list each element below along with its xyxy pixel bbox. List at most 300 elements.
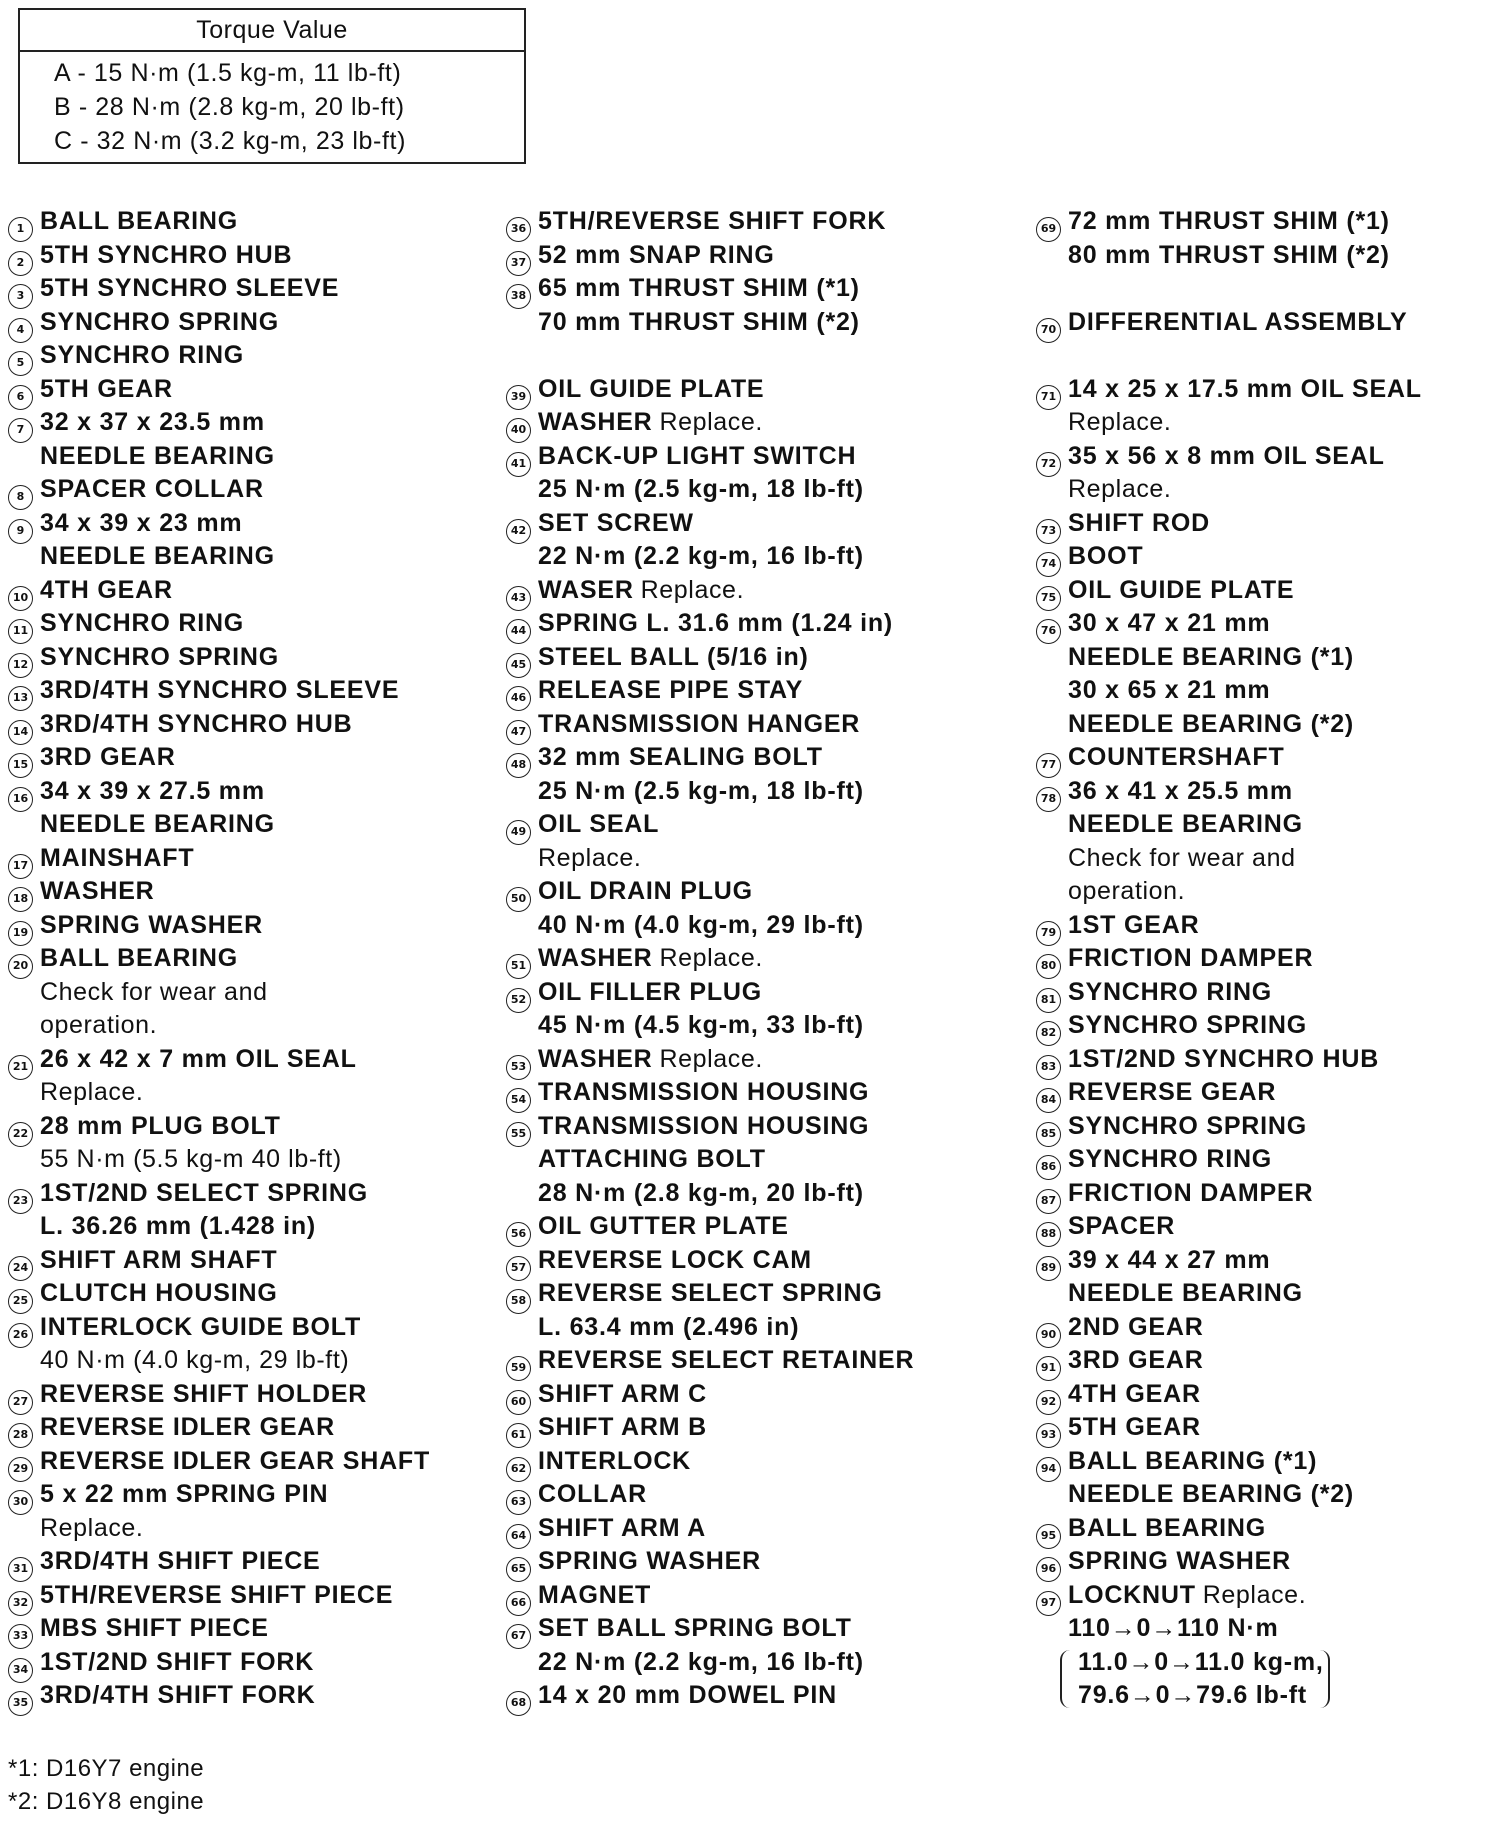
part-name: DIFFERENTIAL ASSEMBLY xyxy=(1068,307,1408,336)
callout-number: 83 xyxy=(1036,1055,1061,1080)
part-line xyxy=(8,1478,430,1512)
part-line xyxy=(8,1244,430,1278)
part-subline xyxy=(506,1143,914,1177)
part-name: NEEDLE BEARING xyxy=(40,810,275,838)
part-name: 39 x 44 x 27 mm xyxy=(1068,1245,1271,1274)
part-item-51 xyxy=(506,942,914,976)
callout-number: 11 xyxy=(8,619,33,644)
part-line xyxy=(1036,540,1422,574)
callout-number: 87 xyxy=(1036,1189,1061,1214)
callout-number: 51 xyxy=(506,954,531,979)
part-name: 5TH SYNCHRO HUB xyxy=(40,240,293,269)
part-item-62 xyxy=(506,1445,914,1479)
part-item-56 xyxy=(506,1210,914,1244)
part-line xyxy=(8,1579,430,1613)
part-name: OIL GUIDE PLATE xyxy=(538,374,765,403)
part-name: REVERSE IDLER GEAR SHAFT xyxy=(40,1446,431,1475)
part-note: Replace. xyxy=(538,843,642,872)
part-line xyxy=(506,1378,914,1412)
callout-number: 80 xyxy=(1036,954,1061,979)
callout-number: 66 xyxy=(506,1591,531,1616)
part-item-59 xyxy=(506,1344,914,1378)
callout-number: 4 xyxy=(8,318,33,343)
part-line xyxy=(506,808,914,842)
part-note: Replace. xyxy=(659,1044,763,1073)
part-item-36 xyxy=(506,205,914,239)
callout-number: 53 xyxy=(506,1055,531,1080)
callout-number: 57 xyxy=(506,1256,531,1281)
part-name: COLLAR xyxy=(538,1480,647,1508)
part-name: SHIFT ROD xyxy=(1068,508,1210,537)
part-item-2 xyxy=(8,239,430,273)
part-line xyxy=(506,1344,914,1378)
part-line xyxy=(8,741,430,775)
part-name: COUNTERSHAFT xyxy=(1068,743,1285,771)
part-item-49 xyxy=(506,808,914,875)
callout-number: 62 xyxy=(506,1457,531,1482)
part-line xyxy=(8,1612,430,1646)
callout-number: 59 xyxy=(506,1356,531,1381)
part-name: 25 N·m (2.5 kg-m, 18 lb-ft) xyxy=(538,475,864,503)
part-item-26 xyxy=(8,1311,430,1378)
callout-number: 68 xyxy=(506,1691,531,1716)
callout-number: 2 xyxy=(8,251,33,276)
part-name: OIL GUIDE PLATE xyxy=(1068,575,1295,604)
part-line xyxy=(8,641,430,675)
part-line xyxy=(1036,440,1422,474)
part-item-18 xyxy=(8,875,430,909)
part-line xyxy=(1036,909,1422,943)
part-name: 36 x 41 x 25.5 mm xyxy=(1068,776,1293,805)
callout-number: 55 xyxy=(506,1122,531,1147)
part-item-80 xyxy=(1036,942,1422,976)
part-name: FRICTION DAMPER xyxy=(1068,944,1314,972)
part-name: WASHER xyxy=(538,944,653,972)
part-name: NEEDLE BEARING xyxy=(40,441,275,470)
part-item-28 xyxy=(8,1411,430,1445)
part-item-6 xyxy=(8,373,430,407)
part-name: SYNCHRO SPRING xyxy=(1068,1111,1308,1140)
part-subline xyxy=(1036,808,1422,842)
callout-number: 22 xyxy=(8,1122,33,1147)
part-item-92 xyxy=(1036,1378,1422,1412)
callout-number: 60 xyxy=(506,1390,531,1415)
part-note: Replace. xyxy=(1068,408,1172,436)
part-line xyxy=(1036,507,1422,541)
part-subline xyxy=(1036,708,1422,742)
part-line xyxy=(506,741,914,775)
part-name: 1ST/2ND SHIFT FORK xyxy=(40,1647,315,1676)
callout-number: 7 xyxy=(8,418,33,443)
part-subline xyxy=(1036,674,1422,708)
part-name: OIL DRAIN PLUG xyxy=(538,877,753,905)
part-name: MBS SHIFT PIECE xyxy=(40,1614,269,1642)
part-subline xyxy=(506,1177,914,1211)
part-item-11 xyxy=(8,607,430,641)
part-item-17 xyxy=(8,842,430,876)
part-item-93 xyxy=(1036,1411,1422,1445)
part-item-44 xyxy=(506,607,914,641)
spacer xyxy=(1036,339,1422,373)
part-name: 3RD/4TH SYNCHRO HUB xyxy=(40,709,353,738)
callout-number: 75 xyxy=(1036,586,1061,611)
callout-number: 86 xyxy=(1036,1155,1061,1180)
part-name: 28 mm PLUG BOLT xyxy=(40,1111,281,1140)
part-name: 4TH GEAR xyxy=(1068,1379,1201,1408)
part-item-7 xyxy=(8,406,430,473)
part-name: 35 x 56 x 8 mm OIL SEAL xyxy=(1068,441,1385,470)
part-line xyxy=(506,1210,914,1244)
part-subline xyxy=(506,1646,914,1680)
callout-number: 85 xyxy=(1036,1122,1061,1147)
callout-number: 61 xyxy=(506,1423,531,1448)
part-line xyxy=(8,306,430,340)
part-name: 5TH GEAR xyxy=(1068,1413,1201,1441)
part-line xyxy=(506,1445,914,1479)
callout-number: 32 xyxy=(8,1591,33,1616)
part-name: 22 N·m (2.2 kg-m, 16 lb-ft) xyxy=(538,1647,864,1676)
callout-number: 41 xyxy=(506,452,531,477)
callout-number: 40 xyxy=(506,418,531,443)
part-note: Replace. xyxy=(40,1078,144,1106)
part-line xyxy=(506,708,914,742)
part-name: SHIFT ARM B xyxy=(538,1413,707,1441)
part-name: INTERLOCK GUIDE BOLT xyxy=(40,1312,362,1341)
part-line xyxy=(1036,1009,1422,1043)
part-subline xyxy=(1036,1478,1422,1512)
part-line xyxy=(8,1110,430,1144)
part-line xyxy=(8,373,430,407)
callout-number: 47 xyxy=(506,720,531,745)
part-line xyxy=(506,1076,914,1110)
part-name: BALL BEARING xyxy=(1068,1513,1267,1542)
callout-number: 18 xyxy=(8,887,33,912)
part-note: Replace. xyxy=(659,944,763,972)
part-name: 4TH GEAR xyxy=(40,575,173,604)
part-name: FRICTION DAMPER xyxy=(1068,1178,1314,1207)
part-item-71 xyxy=(1036,373,1422,440)
part-line xyxy=(506,1478,914,1512)
part-item-53 xyxy=(506,1043,914,1077)
part-note: operation. xyxy=(40,1011,158,1039)
parts-column-3 xyxy=(1036,205,1422,1713)
part-line xyxy=(506,406,914,440)
part-name: NEEDLE BEARING xyxy=(40,542,275,570)
part-item-10 xyxy=(8,574,430,608)
part-name: OIL SEAL xyxy=(538,810,660,838)
part-name: SPACER COLLAR xyxy=(40,475,264,503)
part-name: MAGNET xyxy=(538,1580,652,1609)
part-line xyxy=(1036,1579,1422,1613)
part-line xyxy=(1036,205,1422,239)
part-line xyxy=(8,607,430,641)
spacer xyxy=(506,339,914,373)
callout-number: 74 xyxy=(1036,552,1061,577)
part-name: NEEDLE BEARING xyxy=(1068,810,1303,838)
part-name: TRANSMISSION HOUSING xyxy=(538,1078,870,1106)
part-name: 80 mm THRUST SHIM (*2) xyxy=(1068,240,1390,269)
part-item-47 xyxy=(506,708,914,742)
part-subline xyxy=(8,440,430,474)
part-note: operation. xyxy=(1068,877,1186,905)
callout-number: 36 xyxy=(506,217,531,242)
part-line xyxy=(8,708,430,742)
footnotes xyxy=(8,1752,204,1818)
part-item-38 xyxy=(506,272,914,339)
callout-number: 12 xyxy=(8,653,33,678)
part-line xyxy=(506,1679,914,1713)
part-line xyxy=(1036,1311,1422,1345)
part-name: INTERLOCK xyxy=(538,1446,692,1475)
part-item-9 xyxy=(8,507,430,574)
callout-number: 82 xyxy=(1036,1021,1061,1046)
part-item-22 xyxy=(8,1110,430,1177)
part-line xyxy=(1036,306,1422,340)
part-name: 52 mm SNAP RING xyxy=(538,240,775,269)
part-line xyxy=(8,1411,430,1445)
part-name: 5TH/REVERSE SHIFT FORK xyxy=(538,207,887,235)
callout-number: 72 xyxy=(1036,452,1061,477)
callout-number: 1 xyxy=(8,217,33,242)
part-name: SET SCREW xyxy=(538,508,694,537)
part-item-5 xyxy=(8,339,430,373)
callout-number: 24 xyxy=(8,1256,33,1281)
part-line xyxy=(506,607,914,641)
callout-number: 31 xyxy=(8,1557,33,1582)
part-item-87 xyxy=(1036,1177,1422,1211)
part-name: TRANSMISSION HANGER xyxy=(538,709,861,738)
part-item-42 xyxy=(506,507,914,574)
part-item-48 xyxy=(506,741,914,808)
part-line xyxy=(1036,1043,1422,1077)
part-item-16 xyxy=(8,775,430,842)
part-item-83 xyxy=(1036,1043,1422,1077)
part-name: 32 mm SEALING BOLT xyxy=(538,743,823,771)
part-line xyxy=(1036,942,1422,976)
part-item-78 xyxy=(1036,775,1422,909)
part-name: 34 x 39 x 27.5 mm xyxy=(40,776,265,805)
part-item-64 xyxy=(506,1512,914,1546)
part-name: SYNCHRO SPRING xyxy=(40,642,280,671)
part-line xyxy=(8,775,430,809)
part-line xyxy=(8,1378,430,1412)
part-name: WASHER xyxy=(538,1044,653,1073)
part-item-70 xyxy=(1036,306,1422,340)
callout-number: 56 xyxy=(506,1222,531,1247)
part-line xyxy=(506,574,914,608)
part-line xyxy=(506,1579,914,1613)
callout-number: 92 xyxy=(1036,1390,1061,1415)
callout-number: 33 xyxy=(8,1624,33,1649)
callout-number: 21 xyxy=(8,1055,33,1080)
part-line xyxy=(8,1311,430,1345)
part-name: LOCKNUT xyxy=(1068,1580,1196,1609)
callout-number: 76 xyxy=(1036,619,1061,644)
part-item-77 xyxy=(1036,741,1422,775)
part-name: MAINSHAFT xyxy=(40,843,195,872)
part-note: Replace. xyxy=(40,1513,144,1542)
part-line xyxy=(8,1445,430,1479)
part-name: REVERSE SHIFT HOLDER xyxy=(40,1379,368,1408)
part-name: SHIFT ARM C xyxy=(538,1379,707,1408)
callout-number: 43 xyxy=(506,586,531,611)
part-line xyxy=(8,1545,430,1579)
part-item-54 xyxy=(506,1076,914,1110)
part-item-88 xyxy=(1036,1210,1422,1244)
part-name: NEEDLE BEARING (*1) xyxy=(1068,642,1355,671)
part-item-20 xyxy=(8,942,430,1043)
part-item-90 xyxy=(1036,1311,1422,1345)
callout-number: 79 xyxy=(1036,921,1061,946)
part-name: SYNCHRO RING xyxy=(1068,977,1273,1006)
part-item-29 xyxy=(8,1445,430,1479)
part-item-58 xyxy=(506,1277,914,1344)
part-item-73 xyxy=(1036,507,1422,541)
part-name: SYNCHRO RING xyxy=(40,609,245,637)
part-name: 1ST GEAR xyxy=(1068,910,1200,939)
part-item-40 xyxy=(506,406,914,440)
callout-number: 30 xyxy=(8,1490,33,1515)
part-note: Replace. xyxy=(1068,475,1172,503)
callout-number: 94 xyxy=(1036,1457,1061,1482)
part-name: SHIFT ARM A xyxy=(538,1513,707,1542)
part-line xyxy=(1036,1076,1422,1110)
part-name: 34 x 39 x 23 mm xyxy=(40,508,243,537)
part-torque: 110→0→110 N·m xyxy=(1068,1614,1279,1642)
part-line xyxy=(1036,1411,1422,1445)
part-subline xyxy=(506,775,914,809)
part-note: Replace. xyxy=(659,408,763,436)
part-name: 1ST/2ND SELECT SPRING xyxy=(40,1178,368,1207)
part-line xyxy=(8,272,430,306)
part-subline xyxy=(506,473,914,507)
part-item-1 xyxy=(8,205,430,239)
part-name: REVERSE SELECT SPRING xyxy=(538,1279,883,1307)
part-item-94 xyxy=(1036,1445,1422,1512)
part-item-72 xyxy=(1036,440,1422,507)
callout-number: 70 xyxy=(1036,318,1061,343)
callout-number: 25 xyxy=(8,1289,33,1314)
callout-number: 81 xyxy=(1036,988,1061,1013)
part-item-63 xyxy=(506,1478,914,1512)
callout-number: 49 xyxy=(506,820,531,845)
part-line xyxy=(1036,607,1422,641)
part-item-97 xyxy=(1036,1579,1422,1713)
callout-number: 90 xyxy=(1036,1323,1061,1348)
part-name: 65 mm THRUST SHIM (*1) xyxy=(538,274,860,302)
callout-number: 16 xyxy=(8,787,33,812)
part-line xyxy=(8,339,430,373)
callout-number: 93 xyxy=(1036,1423,1061,1448)
callout-number: 13 xyxy=(8,686,33,711)
part-item-79 xyxy=(1036,909,1422,943)
callout-number: 20 xyxy=(8,954,33,979)
torque-row-a: A - 15 N·m (1.5 kg-m, 11 lb-ft) xyxy=(54,59,402,87)
part-note: Replace. xyxy=(640,575,745,604)
part-name: 3RD GEAR xyxy=(1068,1346,1204,1374)
part-subline xyxy=(1036,239,1422,273)
callout-number: 38 xyxy=(506,284,531,309)
part-name: 5TH/REVERSE SHIFT PIECE xyxy=(40,1580,394,1609)
part-name: REVERSE GEAR xyxy=(1068,1078,1277,1106)
part-name: REVERSE SELECT RETAINER xyxy=(538,1346,915,1374)
part-subline xyxy=(506,909,914,943)
part-item-27 xyxy=(8,1378,430,1412)
part-name: 5TH SYNCHRO SLEEVE xyxy=(40,274,340,302)
callout-number: 97 xyxy=(1036,1591,1061,1616)
part-line xyxy=(506,1244,914,1278)
part-note: 40 N·m (4.0 kg-m, 29 lb-ft) xyxy=(40,1346,350,1374)
part-name: NEEDLE BEARING xyxy=(1068,1279,1303,1307)
part-item-25 xyxy=(8,1277,430,1311)
callout-number: 19 xyxy=(8,921,33,946)
callout-number: 9 xyxy=(8,519,33,544)
callout-number: 96 xyxy=(1036,1557,1061,1582)
part-name: 28 N·m (2.8 kg-m, 20 lb-ft) xyxy=(538,1178,864,1207)
part-name: 32 x 37 x 23.5 mm xyxy=(40,408,265,436)
part-line xyxy=(8,1646,430,1680)
part-line xyxy=(8,205,430,239)
part-line xyxy=(1036,1110,1422,1144)
part-subline xyxy=(8,1210,430,1244)
part-name: 72 mm THRUST SHIM (*1) xyxy=(1068,207,1390,235)
callout-number: 26 xyxy=(8,1323,33,1348)
part-item-86 xyxy=(1036,1143,1422,1177)
part-line xyxy=(8,1679,430,1713)
part-name: REVERSE LOCK CAM xyxy=(538,1245,812,1274)
part-name: 14 x 20 mm DOWEL PIN xyxy=(538,1681,837,1709)
part-name: CLUTCH HOUSING xyxy=(40,1279,278,1307)
part-subline xyxy=(8,808,430,842)
part-line xyxy=(506,1545,914,1579)
part-item-50 xyxy=(506,875,914,942)
part-item-60 xyxy=(506,1378,914,1412)
part-item-67 xyxy=(506,1612,914,1679)
callout-number: 78 xyxy=(1036,787,1061,812)
part-line xyxy=(1036,1344,1422,1378)
callout-number: 89 xyxy=(1036,1256,1061,1281)
part-name: 3RD/4TH SHIFT FORK xyxy=(40,1681,316,1709)
torque-table-rows xyxy=(20,52,524,162)
part-name: 5TH GEAR xyxy=(40,374,173,403)
callout-number: 67 xyxy=(506,1624,531,1649)
part-line xyxy=(506,674,914,708)
callout-number: 5 xyxy=(8,351,33,376)
callout-number: 8 xyxy=(8,485,33,510)
part-item-57 xyxy=(506,1244,914,1278)
part-item-41 xyxy=(506,440,914,507)
part-line xyxy=(8,875,430,909)
callout-number: 95 xyxy=(1036,1524,1061,1549)
part-item-43 xyxy=(506,574,914,608)
part-line xyxy=(506,272,914,306)
callout-number: 37 xyxy=(506,251,531,276)
part-name: WASER xyxy=(538,575,634,604)
parts-column-1 xyxy=(8,205,430,1713)
callout-number: 35 xyxy=(8,1691,33,1716)
part-item-30 xyxy=(8,1478,430,1545)
part-subline xyxy=(506,1311,914,1345)
callout-number: 58 xyxy=(506,1289,531,1314)
torque-row-b: B - 28 N·m (2.8 kg-m, 20 lb-ft) xyxy=(54,93,405,121)
part-line xyxy=(8,1277,430,1311)
part-name: WASHER xyxy=(40,877,155,905)
part-name: L. 63.4 mm (2.496 in) xyxy=(538,1312,800,1341)
callout-number: 42 xyxy=(506,519,531,544)
part-item-33 xyxy=(8,1612,430,1646)
part-line xyxy=(8,239,430,273)
part-line xyxy=(506,507,914,541)
